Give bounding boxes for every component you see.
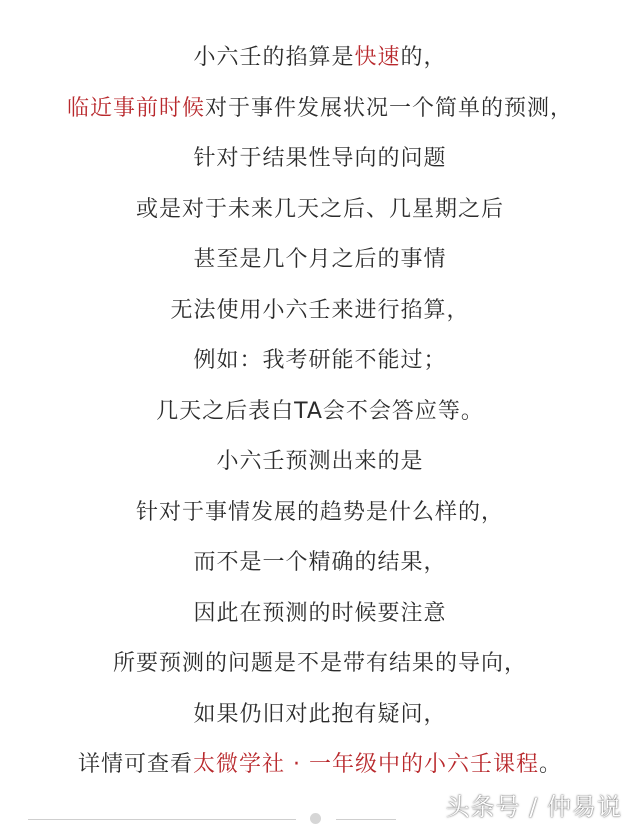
divider-line-left [28, 819, 296, 820]
text-line [0, 336, 640, 387]
text-line [0, 740, 640, 791]
text-segment: 的， [400, 45, 447, 70]
divider-line-right [336, 819, 396, 820]
highlighted-text: 临近事前时候 [66, 95, 205, 121]
text-segment: 或是对于未来几天之后、几星期之后 [135, 196, 504, 222]
text-segment: 针对于事情发展的趋势是什么样的， [135, 499, 504, 525]
watermark-text: 头条号 / 仲易说 [445, 793, 622, 821]
text-line [0, 185, 640, 236]
text-line [0, 639, 640, 690]
text-line [0, 235, 640, 286]
text-segment: 因此在预测的时候要注意 [193, 600, 447, 626]
text-segment: 小六壬预测出来的是 [216, 449, 424, 474]
highlighted-text: 太微学社 · 一年级中的小六壬课程 [193, 752, 539, 777]
article-body [0, 33, 640, 791]
text-line [0, 690, 640, 741]
text-line [0, 538, 640, 589]
text-segment: 甚至是几个月之后的事情 [193, 247, 447, 272]
text-segment: 无法使用小六壬来进行掐算， [170, 297, 470, 323]
divider-dot [310, 813, 321, 824]
text-line [0, 589, 640, 640]
text-segment: 而不是一个精确的结果， [193, 550, 447, 575]
text-segment: 如果仍旧对此抱有疑问， [193, 701, 447, 727]
text-segment: 对于事件发展状况一个简单的预测， [205, 95, 574, 121]
highlighted-text: 快速 [354, 45, 401, 70]
text-segment: 详情可查看 [77, 752, 193, 777]
text-line [0, 84, 640, 135]
text-segment: 。 [538, 752, 562, 777]
text-line [0, 33, 640, 84]
text-line [0, 437, 640, 488]
text-segment: 几天之后表白TA会不会答应等。 [156, 398, 484, 424]
text-segment: 例如：我考研能不能过； [193, 348, 447, 373]
text-line [0, 134, 640, 185]
text-line [0, 488, 640, 539]
text-segment: 针对于结果性导向的问题 [193, 146, 447, 171]
text-line [0, 286, 640, 337]
text-line [0, 387, 640, 438]
text-segment: 所要预测的问题是不是带有结果的导向， [112, 651, 527, 676]
text-segment: 小六壬的掐算是 [193, 45, 355, 70]
